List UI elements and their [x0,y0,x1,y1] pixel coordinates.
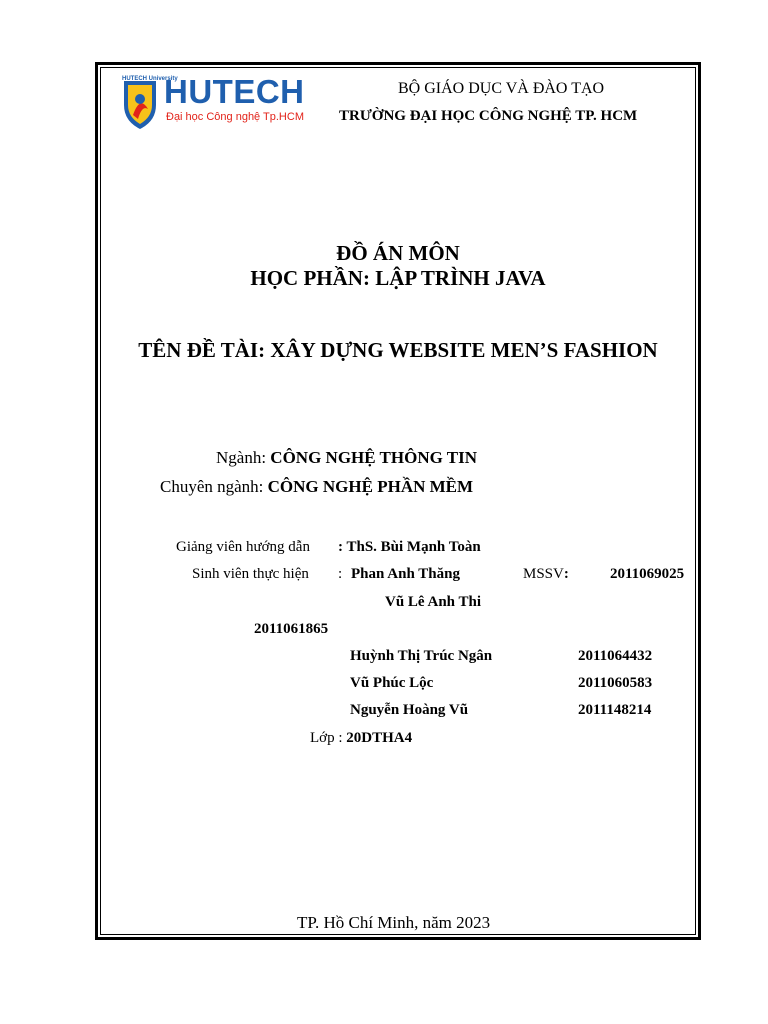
mssv-label-group [523,566,569,583]
major-row [216,448,477,468]
students-colon: : [338,566,343,582]
student-5-id: 2011148214 [578,702,652,718]
student-4-name: Vũ Phúc Lộc [350,675,434,691]
student-1-id: 2011069025 [610,566,685,582]
place-and-date: TP. Hồ Chí Minh, năm 2023 [297,913,491,932]
hutech-logo [118,75,310,133]
student-3-id: 2011064432 [578,648,653,664]
advisor-value: : ThS. Bùi Mạnh Toàn [338,539,481,555]
major-label: Ngành: [216,448,267,467]
title-line-1: ĐỒ ÁN MÔN [336,241,460,265]
advisor-label: Giảng viên hướng dẫn [176,539,310,555]
logo-wordmark: HUTECH [164,73,305,110]
major-value: CÔNG NGHỆ THÔNG TIN [270,448,478,467]
mssv-label: MSSV [523,566,564,582]
class-label: Lớp : [310,730,343,746]
student-2-name: Vũ Lê Anh Thi [385,594,482,610]
ministry-name: BỘ GIÁO DỤC VÀ ĐÀO TẠO [398,80,605,97]
mssv-colon: : [563,566,569,582]
university-name: TRƯỜNG ĐẠI HỌC CÔNG NGHỆ TP. HCM [339,108,638,124]
logo-small-text: HUTECH University [122,76,178,82]
specialization-value: CÔNG NGHỆ PHẦN MỀM [267,477,474,496]
student-5-name: Nguyễn Hoàng Vũ [350,702,469,718]
page-border-inner [100,67,696,935]
students-label: Sinh viên thực hiện [192,566,309,582]
class-value: 20DTHA4 [346,730,413,746]
logo-tagline: Đại học Công nghệ Tp.HCM [166,111,304,123]
project-topic: TÊN ĐỀ TÀI: XÂY DỰNG WEBSITE MEN’S FASHION [138,338,658,362]
specialization-row [160,477,473,497]
title-line-2: HỌC PHẦN: LẬP TRÌNH JAVA [250,266,546,290]
class-row [310,730,412,747]
specialization-label: Chuyên ngành: [160,477,264,496]
student-3-name: Huỳnh Thị Trúc Ngân [350,648,493,664]
student-2-id: 2011061865 [254,621,329,637]
student-4-id: 2011060583 [578,675,653,691]
student-1-name: Phan Anh Thăng [351,566,460,582]
